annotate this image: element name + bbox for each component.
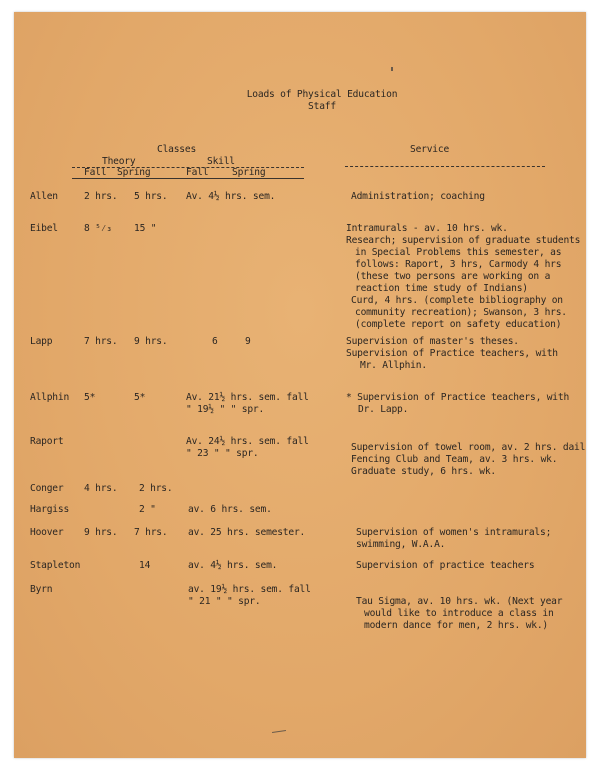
skill-fall-value: 6: [212, 336, 218, 347]
theory-spring-value: 2 ": [139, 504, 156, 515]
service-header: Service: [410, 144, 450, 155]
theory-spring-value: 15 ": [134, 223, 157, 234]
service-text: Intramurals - av. 10 hrs. wk.: [346, 223, 508, 234]
staff-name: Conger: [30, 483, 64, 494]
service-text: Supervision of master's theses.: [346, 336, 519, 347]
service-text: Graduate study, 6 hrs. wk.: [351, 466, 496, 477]
staff-name: Hoover: [30, 527, 64, 538]
skill-value: Av. 4½ hrs. sem.: [186, 191, 276, 202]
staff-name: Raport: [30, 436, 64, 447]
skill-value: " 23 " " spr.: [186, 448, 259, 459]
skill-value: av. 25 hrs. semester.: [188, 527, 306, 538]
skill-fall-header: Fall: [186, 167, 209, 178]
theory-header: Theory: [102, 156, 136, 167]
service-rule: [345, 166, 545, 167]
theory-fall-value: 2 hrs.: [84, 191, 118, 202]
service-text: Mr. Allphin.: [360, 360, 427, 371]
subheader-rule: [72, 178, 304, 179]
service-text: community recreation); Swanson, 3 hrs.: [355, 307, 567, 318]
skill-spring-header: Spring: [232, 167, 266, 178]
theory-spring-value: 7 hrs.: [134, 527, 168, 538]
theory-spring-value: 14: [139, 560, 151, 571]
document-page: [14, 12, 586, 758]
theory-fall-value: 4 hrs.: [84, 483, 118, 494]
skill-value: " 19½ " " spr.: [186, 404, 265, 415]
skill-value: av. 19½ hrs. sem. fall: [188, 584, 311, 595]
theory-spring-value: 5 hrs.: [134, 191, 168, 202]
service-text: * Supervision of Practice teachers, with: [346, 392, 570, 403]
staff-name: Lapp: [30, 336, 53, 347]
service-text: Supervision of towel room, av. 2 hrs. dail: [351, 442, 586, 453]
staff-name: Allen: [30, 191, 58, 202]
theory-fall-value: 5*: [84, 392, 96, 403]
skill-spring-value: 9: [245, 336, 251, 347]
theory-spring-value: 9 hrs.: [134, 336, 168, 347]
service-text: reaction time study of Indians): [355, 283, 528, 294]
skill-value: Av. 24½ hrs. sem. fall: [186, 436, 309, 447]
service-text: follows: Raport, 3 hrs, Carmody 4 hrs: [355, 259, 562, 270]
skill-value: Av. 21½ hrs. sem. fall: [186, 392, 309, 403]
service-text: swimming, W.A.A.: [356, 539, 446, 550]
service-text: Administration; coaching: [351, 191, 485, 202]
theory-fall-value: 7 hrs.: [84, 336, 118, 347]
staff-name: Eibel: [30, 223, 58, 234]
staff-name: Hargiss: [30, 504, 70, 515]
service-text: Supervision of practice teachers: [356, 560, 535, 571]
service-text: Curd, 4 hrs. (complete bibliography on: [351, 295, 563, 306]
service-text: Tau Sigma, av. 10 hrs. wk. (Next year: [356, 596, 563, 607]
theory-spring-value: 5*: [134, 392, 146, 403]
theory-spring-header: Spring: [117, 167, 151, 178]
classes-header: Classes: [157, 144, 197, 155]
page-title: Loads of Physical Education: [246, 89, 398, 100]
theory-fall-header: Fall: [84, 167, 107, 178]
staff-name: Stapleton: [30, 560, 81, 571]
service-text: would like to introduce a class in: [364, 608, 554, 619]
paper-mark: [272, 730, 286, 733]
theory-fall-value: 8 ⁵⁄₃: [84, 223, 112, 234]
service-text: in Special Problems this semester, as: [355, 247, 562, 258]
service-text: modern dance for men, 2 hrs. wk.): [364, 620, 549, 631]
service-text: Supervision of women's intramurals;: [356, 527, 552, 538]
paper-mark: [391, 67, 393, 71]
skill-value: " 21 " " spr.: [188, 596, 261, 607]
service-text: Research; supervision of graduate students: [346, 235, 581, 246]
skill-header: Skill: [207, 156, 235, 167]
service-text: Dr. Lapp.: [358, 404, 409, 415]
theory-spring-value: 2 hrs.: [139, 483, 173, 494]
skill-value: av. 6 hrs. sem.: [188, 504, 272, 515]
theory-fall-value: 9 hrs.: [84, 527, 118, 538]
service-text: Fencing Club and Team, av. 3 hrs. wk.: [351, 454, 558, 465]
skill-value: av. 4½ hrs. sem.: [188, 560, 278, 571]
staff-name: Allphin: [30, 392, 70, 403]
service-text: (these two persons are working on a: [355, 271, 551, 282]
service-text: (complete report on safety education): [355, 319, 562, 330]
service-text: Supervision of Practice teachers, with: [346, 348, 558, 359]
page-subtitle: Staff: [308, 101, 336, 112]
staff-name: Byrn: [30, 584, 53, 595]
